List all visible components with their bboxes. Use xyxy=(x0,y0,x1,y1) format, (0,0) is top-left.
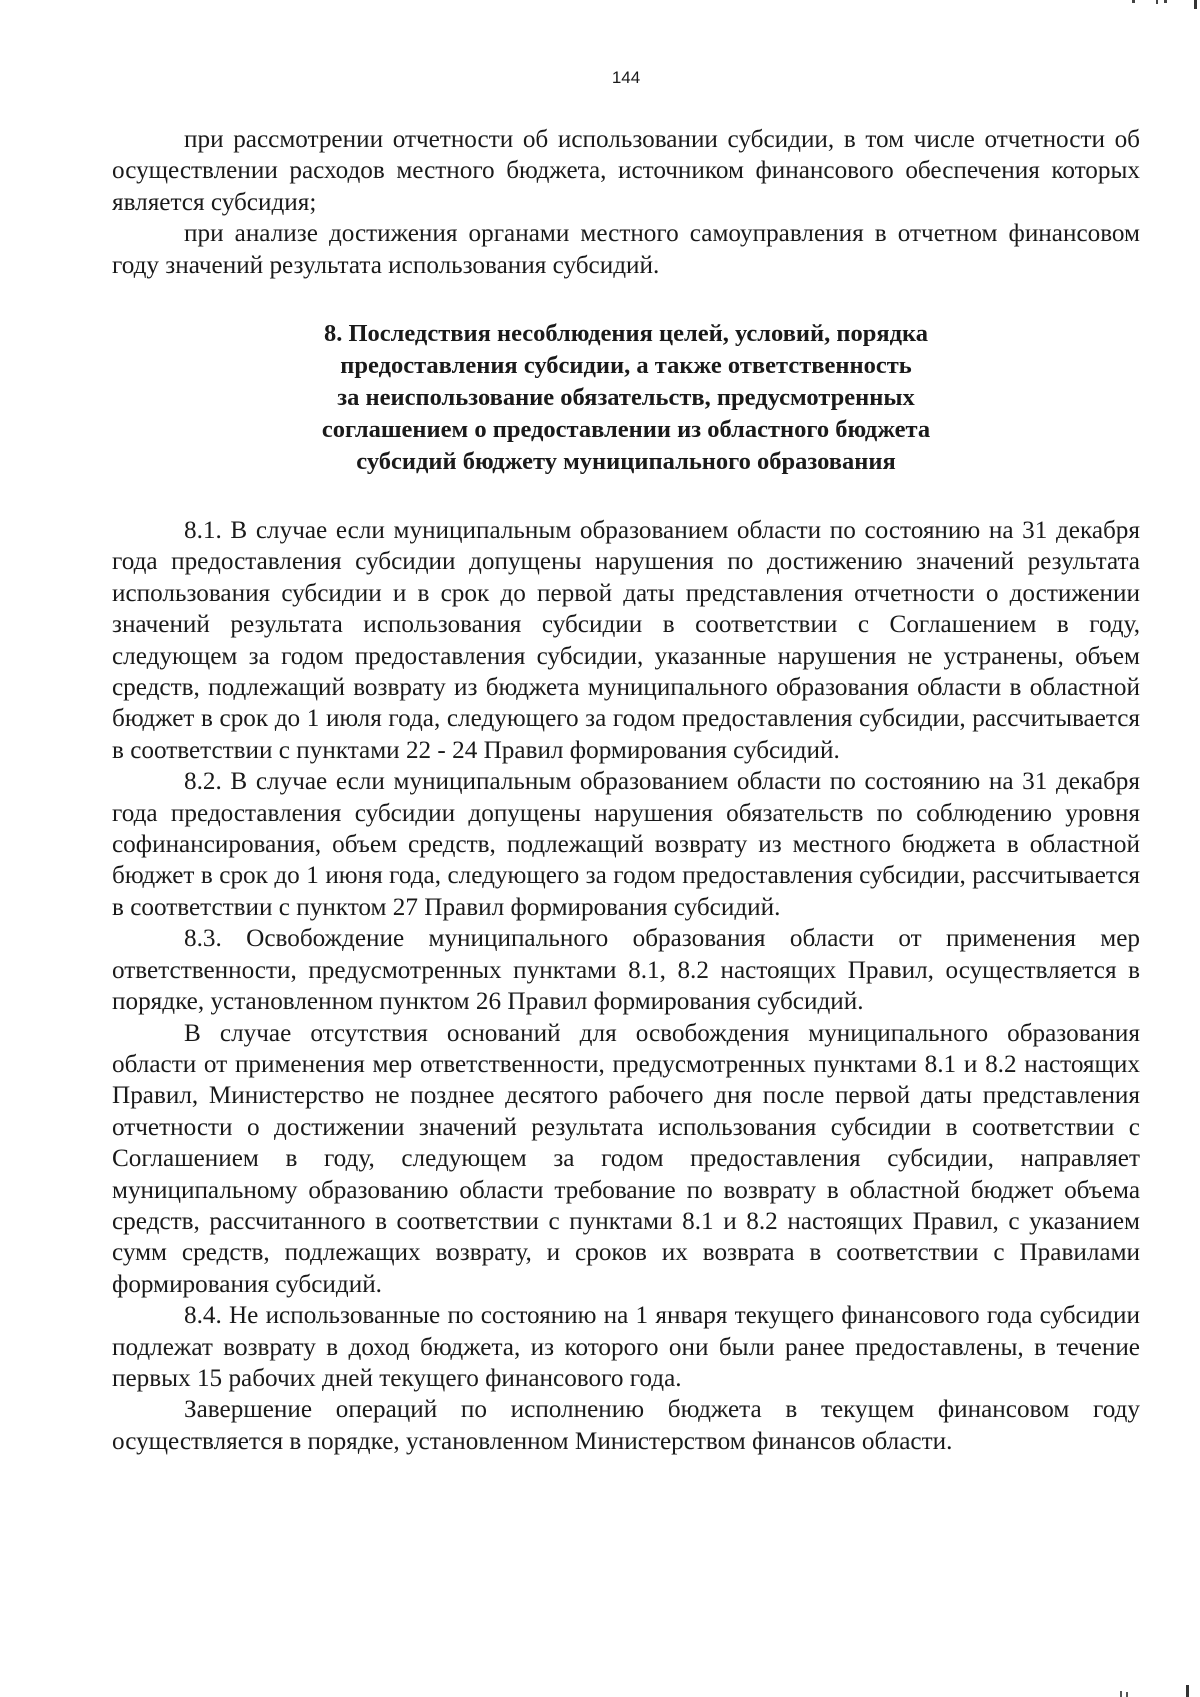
scan-edge-marks-top xyxy=(1060,0,1200,10)
paragraph-8-2: 8.2. В случае если муниципальным образованием области по состоянию на 31 декабря года предоставления субсидии допущены нарушения обязательств по соблюдению уровня софинансирования, объем средств, подлежащий возврату из местного бюджета в областной бюджет в срок до 1 июня года, следующего за годом предоставления субсидии, рассчитывается в соответствии с пунктом 27 Правил формирования субсидий. xyxy=(112,768,1140,921)
intro-paragraph-1: при рассмотрении отчетности об использовании субсидии, в том числе отчетности об осуществлении расходов местного бюджета, источником финансового обеспечения которых является субсидия; xyxy=(112,126,1140,216)
section-heading-line: соглашением о предоставлении из областного бюджета xyxy=(321,416,931,443)
paragraph-8-4: 8.4. Не использованные по состоянию на 1 января текущего финансового года субсидии подлежат возврату в доход бюджета, из которого они были ранее предоставлены, в течение первых 15 рабочих дней текущего финансового года. xyxy=(112,1302,1140,1392)
intro-paragraph-2: при анализе достижения органами местного самоуправления в отчетном финансовом году значений результата использования субсидий. xyxy=(112,220,1140,279)
paragraph-8-4-continued: Завершение операций по исполнению бюджета в текущем финансовом году осуществляется в порядке, установленном Министерством финансов области. xyxy=(112,1396,1140,1455)
paragraph-8-3: 8.3. Освобождение муниципального образования области от применения мер ответственности, предусмотренных пунктами 8.1, 8.2 настоящих Правил, осуществляется в порядке, установленном пунктом 26 Правил формирования субсидий. xyxy=(112,925,1140,1016)
section-heading-line: предоставления субсидии, а также ответственность xyxy=(340,352,912,379)
section-heading-line: за неиспользование обязательств, предусмотренных xyxy=(337,384,915,411)
page-number: 144 xyxy=(611,68,641,87)
scan-edge-marks-bottom xyxy=(1060,1683,1200,1697)
paragraph-8-1: 8.1. В случае если муниципальным образованием области по состоянию на 31 декабря года предоставления субсидии допущены нарушения по достижению значений результата использования субсидии и в срок до первой даты представления отчетности о достижении значений результата использования субсидии в соответствии с Соглашением в году, следующем за годом предоставления субсидии, указанные нарушения не устранены, объем средств, подлежащий возврату из бюджета муниципального образования области в областной бюджет в срок до 1 июля года, следующего за годом предоставления субсидии, рассчитывается в соответствии с пунктами 22 - 24 Правил формирования субсидий. xyxy=(112,517,1140,764)
paragraph-8-3-continued: В случае отсутствия оснований для освобождения муниципального образования области от применения мер ответственности, предусмотренных пунктами 8.1 и 8.2 настоящих Правил, Министерство не позднее десятого рабочего дня после первой даты представления отчетности о достижении значений результата использования субсидии в соответствии с Соглашением в году, следующем за годом предоставления субсидии, направляет муниципальному образованию области требование по возврату в областной бюджет объема средств, рассчитанного в соответствии с пунктами 8.1 и 8.2 настоящих Правил, с указанием сумм средств, подлежащих возврату, и сроков их возврата в соответствии с Правилами формирования субсидий. xyxy=(112,1019,1140,1298)
section-heading-line: 8. Последствия несоблюдения целей, условий, порядка xyxy=(323,320,929,347)
section-heading xyxy=(112,318,1140,478)
intro-text xyxy=(112,124,1140,281)
section-heading-line: субсидий бюджету муниципального образования xyxy=(356,448,896,475)
section-body xyxy=(112,515,1140,1457)
